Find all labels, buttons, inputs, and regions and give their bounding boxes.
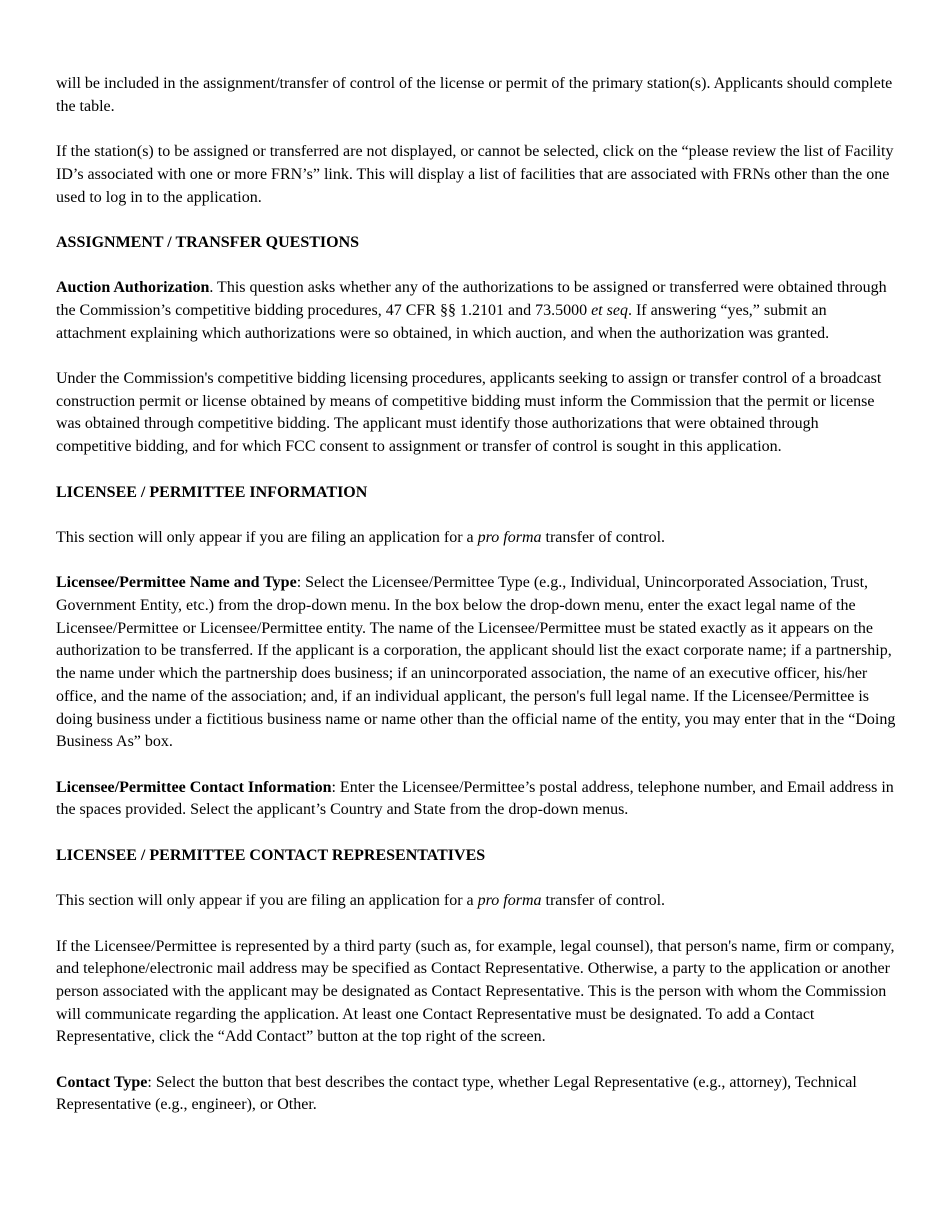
assignment-questions-heading: ASSIGNMENT / TRANSFER QUESTIONS bbox=[56, 233, 360, 251]
intro-paragraph-1: will be included in the assignment/transfer of control of the license or permit of the primary station(s). Applicants should complete the table. bbox=[56, 75, 893, 115]
contact-reps-note-part-2: transfer of control. bbox=[541, 892, 666, 910]
licensee-info-note bbox=[56, 527, 898, 550]
licensee-name-type-text: : Select the Licensee/Permittee Type (e.g., Individual, Unincorporated Association, Trust, Government Entity, etc.) from the drop-down menu. In the box below the drop-down menu, enter the exact legal name of the Licensee/Permittee or Licensee/Permittee entity. The name of the Licensee/Permittee must be stated exactly as it appears on the authorization to be transferred. If the applicant is a corporation, the applicant should list the exact corporate name; if a partnership, the name under which the partnership does business; if an unincorporated association, the name of an executive officer, his/her office, and the name of the association; and, if an individual applicant, the person's full legal name. If the Licensee/Permittee is doing business under a fictitious business name or name other than the official name of the entity, you may enter that in the “Doing Business As” box. bbox=[56, 574, 896, 751]
contact-representatives-heading: LICENSEE / PERMITTEE CONTACT REPRESENTATIVES bbox=[56, 846, 486, 864]
licensee-name-type-label: Licensee/Permittee Name and Type bbox=[56, 574, 297, 592]
licensee-contact-info-text: : Enter the Licensee/Permittee’s postal address, telephone number, and Email address in the spaces provided. Select the applicant’s Country and State from the drop-down menus. bbox=[56, 778, 894, 819]
licensee-information-heading: LICENSEE / PERMITTEE INFORMATION bbox=[56, 483, 368, 501]
licensee-name-type-paragraph bbox=[56, 572, 898, 754]
contact-type-text: : Select the button that best describes the contact type, whether Legal Representative (e.g., attorney), Technical Representative (e.g., engineer), or Other. bbox=[56, 1073, 857, 1114]
licensee-note-part-1: This section will only appear if you are filing an application for a bbox=[56, 528, 478, 546]
licensee-note-italic: pro forma bbox=[477, 528, 542, 546]
contact-type-label: Contact Type bbox=[56, 1073, 148, 1091]
document-page bbox=[56, 73, 898, 1140]
auction-authorization-label: Auction Authorization bbox=[56, 279, 210, 297]
competitive-bidding-paragraph: Under the Commission's competitive bidding licensing procedures, applicants seeking to assign or transfer control of a broadcast construction permit or license obtained by means of competitive bidding must inform the Commission that the permit or license was obtained through competitive bidding. The applicant must identify those authorizations that were obtained through competitive bidding, and for which FCC consent to assignment or transfer of control is sought in this application. bbox=[56, 370, 882, 456]
intro-paragraph-2: If the station(s) to be assigned or transferred are not displayed, or cannot be selected, click on the “please review the list of Facility ID’s associated with one or more FRN’s” link. This will display a list of facilities that are associated with FRNs other than the one used to log in to the application. bbox=[56, 143, 894, 206]
auction-text-italic: et seq bbox=[591, 301, 628, 319]
contact-type-paragraph bbox=[56, 1072, 898, 1117]
auction-text-part-2: . If answering “yes,” submit an attachment explaining which authorizations were so obtained, in which auction, and when the authorization was granted. bbox=[56, 301, 830, 342]
licensee-contact-info-paragraph bbox=[56, 777, 898, 822]
licensee-contact-info-label: Licensee/Permittee Contact Information bbox=[56, 778, 332, 796]
contact-representative-paragraph: If the Licensee/Permittee is represented by a third party (such as, for example, legal counsel), that person's name, firm or company, and telephone/electronic mail address may be specified as Contact Representative. Otherwise, a party to the application or another person associated with the applicant may be designated as Contact Representative. This is the person with whom the Commission will communicate regarding the application. At least one Contact Representative must be designated. To add a Contact Representative, click the “Add Contact” button at the top right of the screen. bbox=[56, 937, 895, 1046]
contact-reps-note-part-1: This section will only appear if you are filing an application for a bbox=[56, 892, 478, 910]
contact-reps-note bbox=[56, 890, 898, 913]
contact-reps-note-italic: pro forma bbox=[477, 892, 542, 910]
auction-authorization-paragraph bbox=[56, 277, 898, 345]
auction-text-part-1: . This question asks whether any of the authorizations to be assigned or transferred were obtained through the Commission’s competitive bidding procedures, 47 CFR §§ 1.2101 and 73.5000 bbox=[56, 279, 887, 319]
licensee-note-part-2: transfer of control. bbox=[541, 528, 666, 546]
